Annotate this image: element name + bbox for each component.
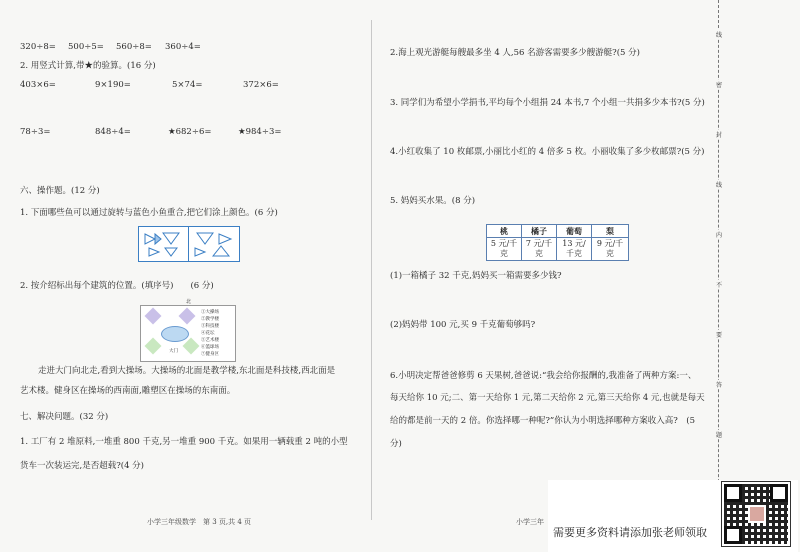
map-gate-label: 大门 (169, 349, 178, 354)
map-block-se (183, 338, 200, 355)
table-header-row (487, 225, 629, 238)
ad-text: 需要更多资料请添加张老师领取 (553, 526, 707, 539)
qr-finder-tr (770, 484, 788, 502)
vertical-calc-5: 78÷3= (20, 127, 51, 137)
question-6-1: 1. 下面哪些鱼可以通过旋转与蓝色小鱼重合,把它们涂上颜色。(6 分) (20, 208, 278, 218)
legend-1: ①大操场 (201, 310, 219, 315)
table-cell: 13 元/千克 (557, 238, 592, 261)
map-block-sw (145, 338, 162, 355)
vertical-calc-4: 372×6= (243, 80, 279, 90)
legend-4: ④花坛 (201, 331, 215, 336)
binding-label: 要 (712, 330, 726, 339)
binding-label: 线 (712, 30, 726, 39)
vertical-calc-6: 848÷4= (95, 127, 131, 137)
oral-calc-3: 560÷8= (116, 42, 152, 52)
question-7-5: 5. 妈妈买水果。(8 分) (390, 196, 476, 206)
question-7-1-line-1: 1. 工厂有 2 堆原料,一堆重 800 千克,另一堆重 900 千克。如果用一辆载重 2 吨的小型 (20, 437, 348, 447)
question-7-2: 2.海上观光游艇每艘最多坐 4 人,56 名游客需要多少艘游艇?(5 分) (390, 48, 640, 58)
table-header-cell: 葡萄 (557, 225, 592, 238)
oral-calc-2: 500÷5= (68, 42, 104, 52)
section-6-heading: 六、操作题。(12 分) (20, 186, 100, 196)
question-6-line-3: 给的都是前一天的 2 倍。你选择哪一种呢?”你认为小明选择哪种方案收入高? (5 (390, 416, 695, 426)
right-footer: 小学三年 (516, 518, 544, 526)
qr-code-icon[interactable] (722, 482, 790, 546)
table-row (487, 238, 629, 261)
map-description-line-2: 艺术楼。健身区在操场的西南面,雕塑区在操场的东南面。 (20, 386, 236, 396)
table-cell: 5 元/千克 (487, 238, 522, 261)
vertical-calc-3: 5×74= (172, 80, 203, 90)
map-block-nw (145, 308, 162, 325)
vertical-calc-8: ★984÷3= (238, 127, 282, 137)
legend-5: ⑤艺术楼 (201, 338, 219, 343)
table-cell: 7 元/千克 (522, 238, 557, 261)
map-playground (161, 326, 189, 342)
question-2-title: 2. 用竖式计算,带★的验算。(16 分) (20, 61, 156, 71)
legend-3: ③科技楼 (201, 324, 219, 329)
map-block-ne (179, 308, 196, 325)
qr-finder-tl (724, 484, 742, 502)
question-7-1-line-2: 货车一次装运完,是否超载?(4 分) (20, 461, 145, 471)
binding-label: 内 (712, 230, 726, 239)
question-6-2: 2. 按介绍标出每个建筑的位置。(填序号) (6 分) (20, 281, 214, 291)
table-header-cell: 梨 (592, 225, 629, 238)
binding-label: 线 (712, 180, 726, 189)
legend-2: ②教学楼 (201, 317, 219, 322)
question-6-line-4: 分) (390, 439, 402, 449)
legend-7: ⑦健身区 (201, 352, 219, 357)
oral-calc-1: 320÷8= (20, 42, 56, 52)
campus-map-figure (140, 299, 236, 362)
fruit-price-table (486, 224, 629, 261)
binding-label: 密 (712, 80, 726, 89)
binding-label: 封 (712, 130, 726, 139)
binding-label: 不 (712, 280, 726, 289)
vertical-calc-7: ★682÷6= (168, 127, 212, 137)
section-7-heading: 七、解决问题。(32 分) (20, 412, 109, 422)
table-header-cell: 橘子 (522, 225, 557, 238)
question-6-line-1: 6.小明决定帮爸爸修剪 6 天果树,爸爸说:“我会给你报酬的,我准备了两种方案:一、 (390, 371, 697, 381)
vertical-calc-2: 9×190= (95, 80, 131, 90)
qr-avatar-icon (748, 505, 766, 523)
binding-strip (712, 0, 726, 552)
panel-divider (188, 227, 189, 261)
binding-label: 题 (712, 430, 726, 439)
question-5-1: (1)一箱橘子 32 千克,妈妈买一箱需要多少钱? (390, 271, 562, 281)
table-header-cell: 桃 (487, 225, 522, 238)
map-description-line-1: 走进大门向北走,看到大操场。大操场的北面是教学楼,东北面是科技楼,西北面是 (38, 366, 336, 376)
oral-calc-4: 360÷4= (165, 42, 201, 52)
vertical-calc-1: 403×6= (20, 80, 56, 90)
left-page (0, 0, 372, 552)
question-5-2: (2)妈妈带 100 元,买 9 千克葡萄够吗? (390, 320, 536, 330)
question-7-4: 4.小红收集了 10 枚邮票,小丽比小红的 4 倍多 5 枚。小丽收集了多少枚邮票?(5 分) (390, 147, 705, 157)
question-6-line-2: 每天给你 10 元;二、第一天给你 1 元,第二天给你 2 元,第三天给你 4 元,也就是每天 (390, 393, 705, 403)
legend-6: ⑥篮球场 (201, 345, 219, 350)
fish-group-left-icon (141, 230, 186, 258)
qr-finder-bl (724, 526, 742, 544)
table-cell: 9 元/千克 (592, 238, 629, 261)
fish-rotation-figure (138, 226, 240, 262)
left-footer: 小学三年级数学 第 3 页,共 4 页 (147, 518, 252, 526)
north-label: 北 (186, 299, 192, 305)
binding-label: 答 (712, 380, 726, 389)
fish-group-right-icon (191, 230, 236, 258)
question-7-3: 3. 同学们为希望小学捐书,平均每个小组捐 24 本书,7 个小组一共捐多少本书?(5 分) (390, 98, 705, 108)
